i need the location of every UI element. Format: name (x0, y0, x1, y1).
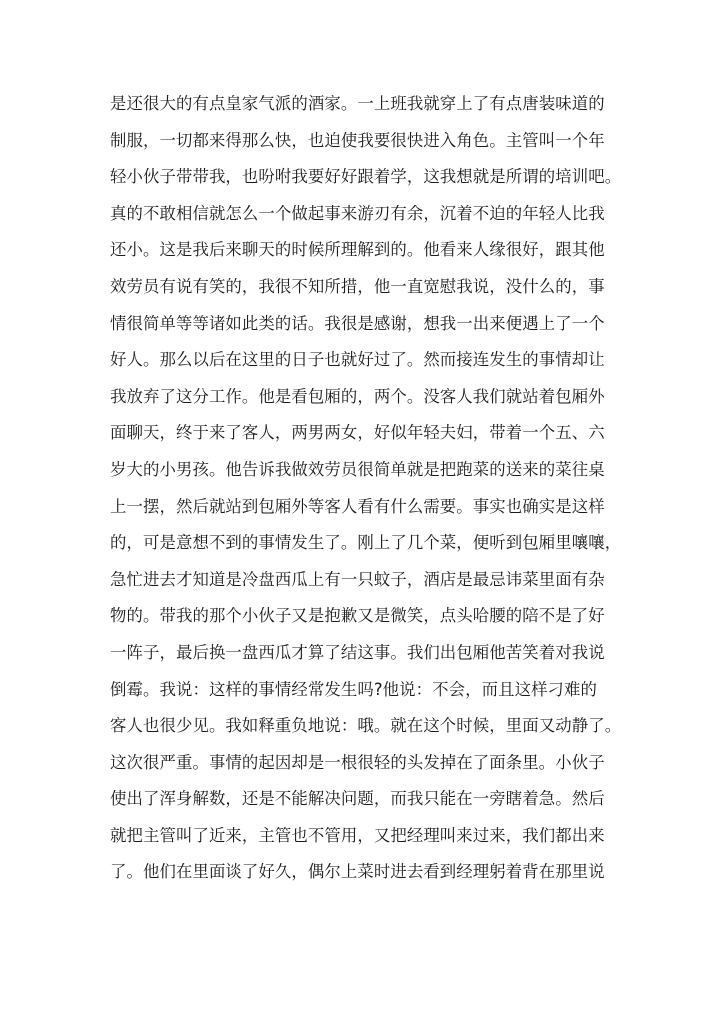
text-line: 就把主管叫了近来，主管也不管用，又把经理叫来过来，我们都出来 (110, 825, 605, 845)
text-line: 效劳员有说有笑的，我很不知所措，他一直宽慰我说，没什么的，事 (110, 276, 605, 296)
text-line: 制服，一切都来得那么快，也迫使我要很快进入角色。主管叫一个年 (110, 130, 605, 150)
text-line: 倒霉。我说：这样的事情经常发生吗?他说：不会，而且这样刁难的 (110, 679, 598, 699)
text-line: 客人也很少见。我如释重负地说：哦。就在这个时候，里面又动静了。 (110, 716, 622, 736)
text-line: 这次很严重。事情的起因却是一根很轻的头发掉在了面条里。小伙子 (110, 752, 605, 772)
text-line: 急忙进去才知道是冷盘西瓜上有一只蚊子，酒店是最忌讳菜里面有杂 (110, 569, 605, 589)
text-line: 面聊天，终于来了客人，两男两女，好似年轻夫妇，带着一个五、六 (110, 423, 605, 443)
text-line: 岁大的小男孩。他告诉我做效劳员很简单就是把跑菜的送来的菜往桌 (110, 459, 605, 479)
text-line: 是还很大的有点皇家气派的酒家。一上班我就穿上了有点唐装味道的 (110, 94, 605, 113)
text-line: 轻小伙子带带我，也吩咐我要好好跟着学，这我想就是所谓的培训吧。 (110, 167, 622, 187)
text-line: 真的不敢相信就怎么一个做起事来游刃有余，沉着不迫的年轻人比我 (110, 203, 605, 223)
text-line: 还小。这是我后来聊天的时候所理解到的。他看来人缘很好，跟其他 (110, 240, 605, 260)
text-line: 情很简单等等诸如此类的话。我很是感谢，想我一出来便遇上了一个 (110, 313, 605, 333)
text-line: 好人。那么以后在这里的日子也就好过了。然而接连发生的事情却让 (110, 350, 605, 370)
text-line: 的，可是意想不到的事情发生了。刚上了几个菜，便听到包厢里嚷嚷， (110, 533, 622, 553)
body-text (110, 86, 622, 891)
text-line: 上一摆，然后就站到包厢外等客人看有什么需要。事实也确实是这样 (110, 496, 605, 516)
text-line: 了。他们在里面谈了好久，偶尔上菜时进去看到经理躬着背在那里说 (110, 862, 605, 882)
text-line: 物的。带我的那个小伙子又是抱歉又是微笑，点头哈腰的陪不是了好 (110, 606, 605, 626)
text-line: 我放弃了这分工作。他是看包厢的，两个。没客人我们就站着包厢外 (110, 386, 605, 406)
text-line: 使出了浑身解数，还是不能解决问题，而我只能在一旁瞎着急。然后 (110, 789, 605, 809)
text-line: 一阵子，最后换一盘西瓜才算了结这事。我们出包厢他苦笑着对我说 (110, 642, 605, 662)
